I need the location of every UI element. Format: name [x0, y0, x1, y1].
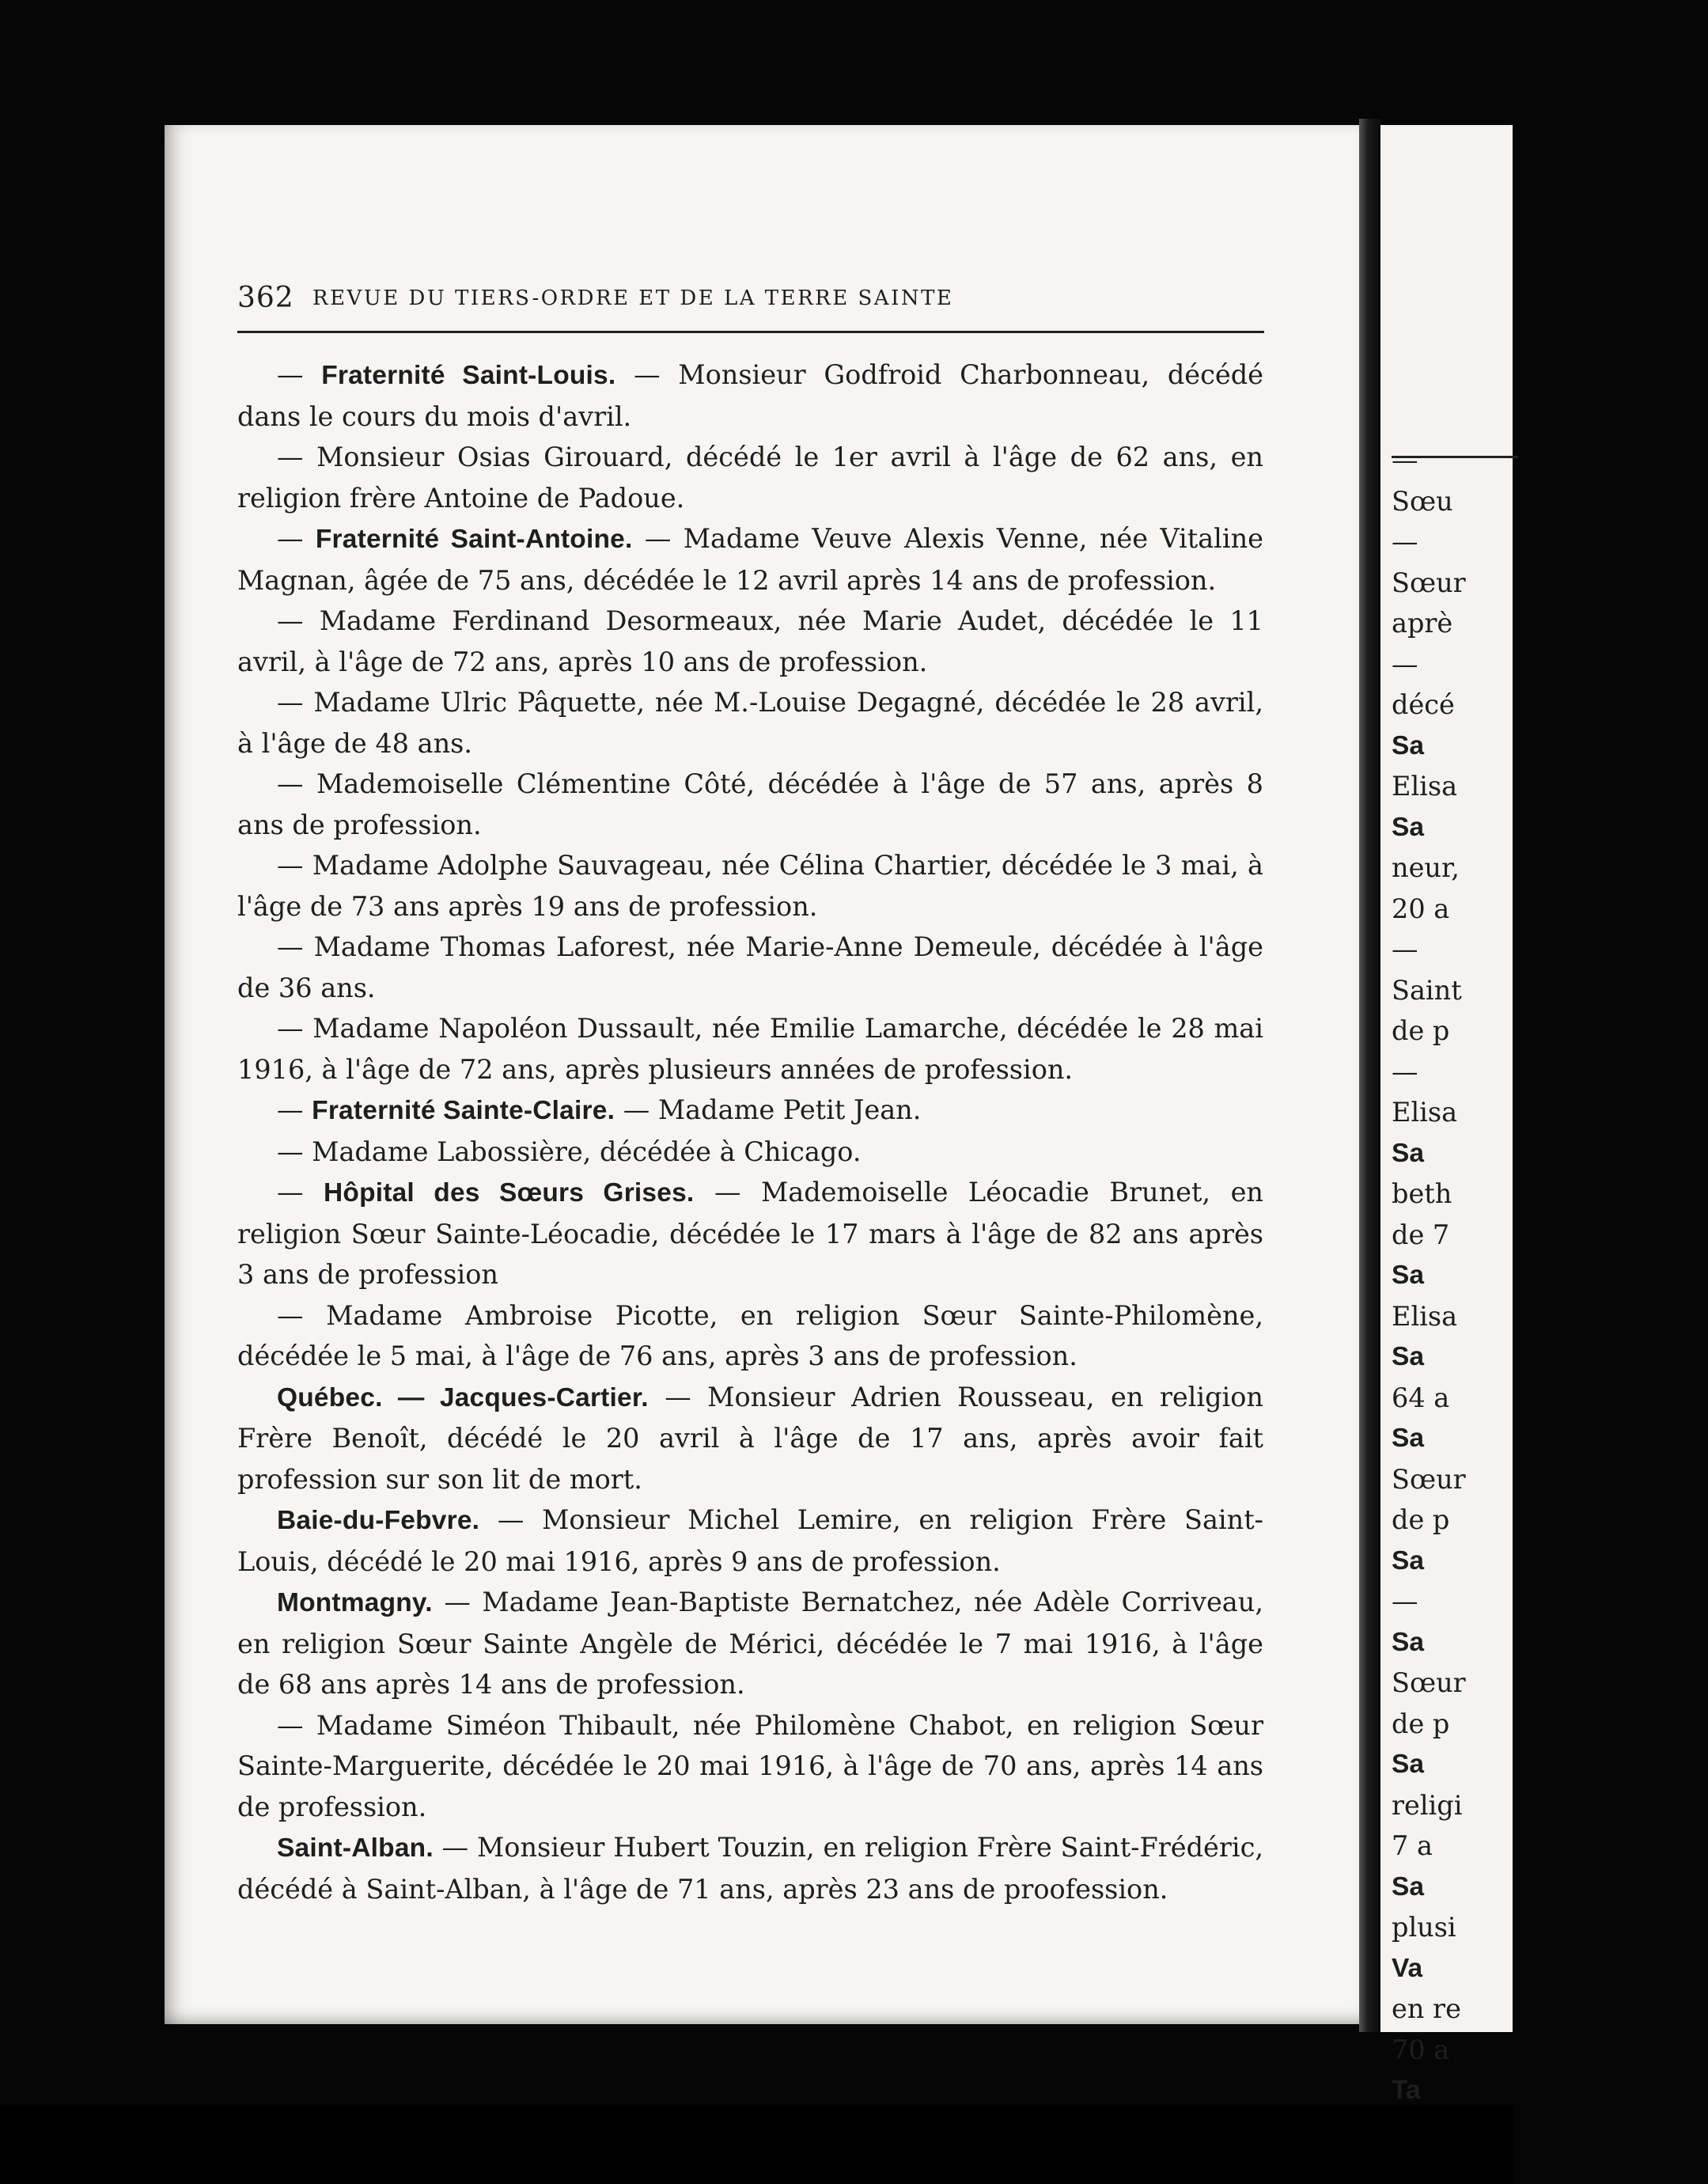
- page-header: [237, 282, 1264, 333]
- right-page-fragment: Sa: [1392, 1871, 1424, 1902]
- right-page-fragment: religi: [1392, 1789, 1463, 1821]
- entry-text: Madame Siméon Thibault, née Philomène Chabot, en religion Sœur Sainte-Marguerite, décédée le 20 mai 1916, à l'âge de 70 ans, après 14 ans de profession.: [237, 1709, 1263, 1822]
- right-page-fragment: Elisa: [1392, 771, 1458, 802]
- right-page-fragment: Sœur: [1392, 567, 1466, 598]
- right-page-fragment: Sœur: [1392, 1667, 1466, 1698]
- running-title: REVUE DU TIERS-ORDRE ET DE LA TERRE SAINTE: [312, 286, 954, 310]
- entry-heading: Hôpital des Sœurs Grises.: [324, 1178, 695, 1208]
- entry-paragraph: — Fraternité Saint-Antoine. — Madame Veuve Alexis Venne, née Vitaline Magnan, âgée de 75 ans, décédée le 12 avril après 14 ans de profession.: [237, 523, 1263, 596]
- right-page-fragment: Sa: [1392, 1545, 1424, 1575]
- right-page-fragment: 64 a: [1392, 1382, 1450, 1413]
- right-page-fragment: —: [1392, 934, 1418, 965]
- entry-text: Monsieur Osias Girouard, décédé le 1er avril à l'âge de 62 ans, en religion frère Antoine de Padoue.: [237, 442, 1263, 514]
- right-page-fragment: —: [1392, 526, 1418, 557]
- entry-text: — Monsieur Michel Lemire, en religion Frère Saint-Louis, décédé le 20 mai 1916, après 9 ans de profession.: [237, 1504, 1263, 1577]
- entry-paragraph: — Madame Labossière, décédée à Chicago.: [277, 1136, 862, 1167]
- entry-heading: Baie-du-Febvre.: [277, 1506, 480, 1535]
- entry-text: — Monsieur Adrien Rousseau, en religion Frère Benoît, décédé le 20 avril à l'âge de 17 ans, après avoir fait profession sur son lit de mort.: [237, 1381, 1264, 1495]
- right-page-fragment: Sa: [1392, 1750, 1424, 1779]
- entry-text: Madame Ferdinand Desormeaux, née Marie Audet, décédée le 11 avril, à l'âge de 72 ans, après 10 ans de profession.: [237, 605, 1263, 677]
- right-page-fragment: de 7: [1392, 1219, 1450, 1250]
- entry-paragraph: — Hôpital des Sœurs Grises. — Mademoiselle Léocadie Brunet, en religion Sœur Sainte-Léocadie, décédée le 17 mars à l'âge de 82 ans après 3 ans de profession: [237, 1177, 1263, 1290]
- right-page-fragment: —: [1392, 1056, 1418, 1087]
- article-body: [237, 355, 1263, 1909]
- entry-paragraph: — Madame Thomas Laforest, née Marie-Anne Demeule, décédée à l'âge de 36 ans.: [237, 931, 1263, 1003]
- right-page-fragment: aprè: [1392, 608, 1453, 639]
- right-page-fragment: de p: [1392, 1504, 1450, 1535]
- right-page-fragment: Saint: [1392, 974, 1462, 1006]
- book-gutter: [1359, 119, 1381, 2032]
- right-page-fragment: Sa: [1392, 730, 1424, 760]
- entry-heading: Montmagny.: [277, 1588, 433, 1617]
- entry-text: Madame Thomas Laforest, née Marie-Anne Demeule, décédée à l'âge de 36 ans.: [237, 931, 1263, 1003]
- right-page-fragment: Sa: [1392, 1424, 1424, 1453]
- entry-paragraph: — Madame Siméon Thibault, née Philomène Chabot, en religion Sœur Sainte-Marguerite, décédée le 20 mai 1916, à l'âge de 70 ans, après 14 ans de profession.: [237, 1709, 1263, 1822]
- entry-text: Madame Ambroise Picotte, en religion Sœur Sainte-Philomène, décédée le 5 mai, à l'âge de 76 ans, après 3 ans de profession.: [237, 1299, 1263, 1371]
- entry-text: Madame Ulric Pâquette, née M.-Louise Degagné, décédée le 28 avril, à l'âge de 48 ans.: [237, 687, 1264, 759]
- entry-text: — Mademoiselle Léocadie Brunet, en religion Sœur Sainte-Léocadie, décédée le 17 mars à l'âge de 82 ans après 3 ans de profession: [237, 1177, 1263, 1290]
- right-page-fragment: 70 a: [1392, 2034, 1450, 2065]
- entry-paragraph: — Madame Ulric Pâquette, née M.-Louise Degagné, décédée le 28 avril, à l'âge de 48 ans.: [237, 687, 1264, 759]
- right-page-fragment: Sa: [1392, 1261, 1424, 1290]
- entry-heading: Fraternité Saint-Antoine.: [315, 525, 633, 554]
- right-page-fragment: Sa: [1392, 1342, 1424, 1371]
- right-page-fragment: Ta: [1392, 2076, 1421, 2105]
- entry-text: — Monsieur Godfroid Charbonneau, décédé dans le cours du mois d'avril.: [237, 359, 1263, 432]
- entry-heading: Fraternité Sainte-Claire.: [312, 1096, 615, 1125]
- entry-paragraph: — Mademoiselle Clémentine Côté, décédée à l'âge de 57 ans, après 8 ans de profession.: [237, 768, 1263, 840]
- entry-paragraph: [237, 1582, 1263, 1705]
- entry-paragraph: — Madame Adolphe Sauvageau, née Célina Chartier, décédée le 3 mai, à l'âge de 73 ans après 19 ans de profession.: [237, 850, 1263, 922]
- right-page-fragment: neur,: [1392, 852, 1460, 883]
- right-page-fragment: de p: [1392, 1708, 1450, 1739]
- entry-paragraph: — Madame Ferdinand Desormeaux, née Marie Audet, décédée le 11 avril, à l'âge de 72 ans, après 10 ans de profession.: [237, 605, 1263, 677]
- right-page-fragment: Sœu: [1392, 485, 1453, 517]
- entry-paragraph: [237, 1500, 1263, 1582]
- entry-text: — Madame Jean-Baptiste Bernatchez, née Adèle Corriveau, en religion Sœur Sainte Angèle de Mérici, décédée le 7 mai 1916, à l'âge de 68 ans après 14 ans de profession.: [237, 1587, 1263, 1700]
- right-page-fragment: beth: [1392, 1178, 1452, 1209]
- entry-heading: Fraternité Saint-Louis.: [321, 361, 616, 390]
- scan-background: [0, 2105, 1513, 2184]
- entry-text: — Madame Petit Jean.: [615, 1094, 922, 1125]
- right-page-fragment: Sa: [1392, 1627, 1424, 1657]
- entry-text: Madame Napoléon Dussault, née Emilie Lamarche, décédée le 28 mai 1916, à l'âge de 72 ans, après plusieurs années de profession.: [237, 1013, 1263, 1085]
- right-page-fragment: plusi: [1392, 1912, 1456, 1943]
- right-page-fragment: Elisa: [1392, 1097, 1458, 1128]
- right-page-fragment: Va: [1392, 1953, 1423, 1983]
- entry-paragraph: [237, 1377, 1263, 1500]
- right-page-fragment: —: [1392, 445, 1418, 476]
- right-page: [1380, 125, 1513, 2105]
- right-page-fragment: 7 a: [1392, 1830, 1433, 1861]
- right-page-fragment: Sa: [1392, 812, 1424, 842]
- entry-text: Mademoiselle Clémentine Côté, décédée à l'âge de 57 ans, après 8 ans de profession.: [237, 768, 1263, 840]
- right-page-fragment: —: [1392, 1586, 1418, 1617]
- entry-paragraph: — Fraternité Saint-Louis. — Monsieur Godfroid Charbonneau, décédé dans le cours du mois d'avril.: [237, 359, 1263, 432]
- right-page-fragment: décé: [1392, 689, 1455, 720]
- right-page-fragment: Sœur: [1392, 1463, 1466, 1495]
- right-page-fragment: 20 a: [1392, 893, 1450, 924]
- entry-paragraph: — Madame Napoléon Dussault, née Emilie Lamarche, décédée le 28 mai 1916, à l'âge de 72 ans, après plusieurs années de profession.: [237, 1013, 1263, 1085]
- right-page-fragment: Sa: [1392, 1138, 1424, 1168]
- entry-paragraph: — Fraternité Sainte-Claire. — Madame Petit Jean.: [277, 1094, 922, 1125]
- right-page-text: [1392, 440, 1708, 2111]
- entry-paragraph: — Monsieur Osias Girouard, décédé le 1er avril à l'âge de 62 ans, en religion frère Antoine de Padoue.: [237, 442, 1263, 514]
- entry-text: — Monsieur Hubert Touzin, en religion Frère Saint-Frédéric, décédé à Saint-Alban, à l'âge de 71 ans, après 23 ans de proofession.: [237, 1832, 1263, 1905]
- entry-text: — Madame Veuve Alexis Venne, née Vitaline Magnan, âgée de 75 ans, décédée le 12 avril après 14 ans de profession.: [237, 523, 1263, 596]
- right-page-fragment: en re: [1392, 1993, 1461, 2024]
- entry-paragraph: — Madame Ambroise Picotte, en religion Sœur Sainte-Philomène, décédée le 5 mai, à l'âge de 76 ans, après 3 ans de profession.: [237, 1299, 1263, 1371]
- right-page-fragment: —: [1392, 648, 1418, 680]
- entry-paragraph: [237, 1827, 1263, 1909]
- page-number: 362: [237, 282, 294, 314]
- right-page-fragment: Elisa: [1392, 1300, 1458, 1332]
- right-page-fragment: de p: [1392, 1015, 1450, 1046]
- entry-text: Madame Labossière, décédée à Chicago.: [312, 1136, 862, 1167]
- entry-heading: Saint-Alban.: [277, 1833, 434, 1863]
- entry-text: Madame Adolphe Sauvageau, née Célina Chartier, décédée le 3 mai, à l'âge de 73 ans après 19 ans de profession.: [237, 850, 1263, 922]
- entry-heading: Québec. — Jacques-Cartier.: [277, 1382, 649, 1412]
